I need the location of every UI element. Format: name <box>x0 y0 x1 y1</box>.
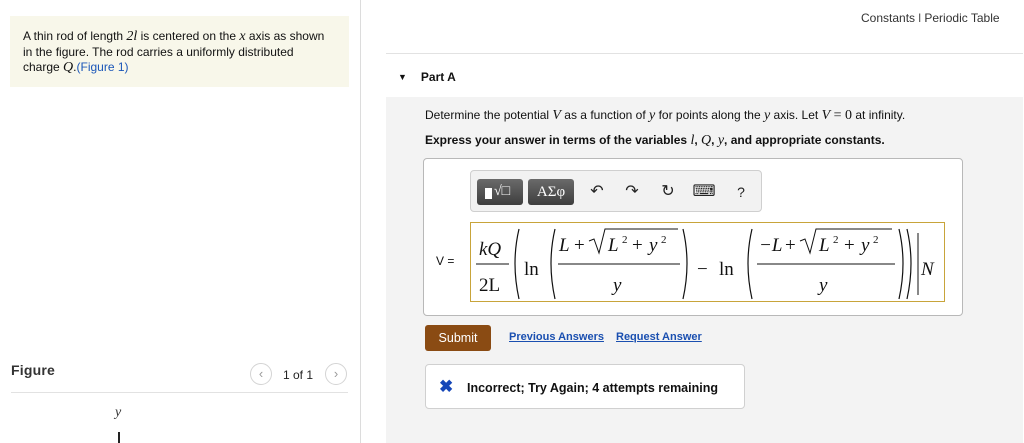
frac-numerator: kQ <box>479 239 502 260</box>
greek-symbols-button[interactable]: AΣφ <box>528 179 574 205</box>
instruction-text <box>425 133 885 149</box>
q-math-V: V <box>821 108 831 123</box>
figure-label: Figure <box>11 362 55 378</box>
undo-icon[interactable]: ↶ <box>590 183 604 200</box>
exp-2: 2 <box>833 234 839 246</box>
plus-sign: + <box>632 235 643 256</box>
q-math-eq: = 0 <box>830 108 853 123</box>
instr-math-l: l <box>690 133 695 148</box>
minus-sign: − <box>697 259 708 280</box>
frac-denominator: 2L <box>479 275 501 296</box>
left-paren <box>515 229 519 299</box>
sqrt-L: L <box>608 235 619 256</box>
left-paren <box>551 229 555 299</box>
right-paren <box>683 229 687 299</box>
reset-icon[interactable]: ↻ <box>661 183 675 200</box>
answer-input[interactable] <box>470 222 945 302</box>
problem-statement <box>10 16 349 87</box>
plus-sign: + <box>574 235 585 256</box>
header-links <box>861 11 1000 25</box>
math-Q: Q <box>63 60 74 75</box>
exp-2: 2 <box>661 234 667 246</box>
chevron-left-icon[interactable]: ‹ <box>250 363 272 385</box>
plus-sign: + <box>785 235 796 256</box>
q-text: axis. Let <box>770 108 822 122</box>
keyboard-icon[interactable]: ⌨ <box>692 183 716 200</box>
feedback-box <box>425 364 745 409</box>
instr-text: , and appropriate constants. <box>724 133 885 147</box>
problem-text-1: A thin rod of length <box>23 29 127 43</box>
incorrect-icon: ✖ <box>439 377 454 396</box>
q-text: at infinity. <box>852 108 906 122</box>
formula-render <box>471 223 946 303</box>
periodic-table-link[interactable]: Periodic Table <box>924 11 1000 25</box>
den-y: y <box>613 275 622 296</box>
chevron-right-icon[interactable]: › <box>325 363 347 385</box>
instr-text: , <box>711 133 718 147</box>
exp-2: 2 <box>873 234 879 246</box>
math-2l: 2l <box>126 29 138 44</box>
q-math-y: y <box>649 108 656 123</box>
right-paren <box>899 229 903 299</box>
link-separator: I <box>918 11 922 25</box>
figure-y-axis <box>118 432 120 443</box>
answer-label: V = <box>436 254 455 268</box>
unit-N: N <box>921 259 934 280</box>
ln-1: ln <box>524 259 539 280</box>
plus-sign: + <box>844 235 855 256</box>
problem-text-4: in the figure. The rod carries a uniformly distributed <box>23 44 294 59</box>
problem-text-3: axis as shown <box>245 29 325 43</box>
sqrt-y: y <box>649 235 658 256</box>
part-title: Part A <box>420 70 456 84</box>
request-answer-link[interactable]: Request Answer <box>616 331 702 343</box>
divider <box>386 53 1023 54</box>
sqrt-y: y <box>861 235 870 256</box>
instr-math-Q: Q <box>701 133 712 148</box>
pager-text: 1 of 1 <box>283 368 314 382</box>
caret-down-icon: ▼ <box>398 72 407 82</box>
templates-button[interactable] <box>477 179 523 205</box>
instr-text: , <box>694 133 702 147</box>
q-text: for points along the <box>655 108 764 122</box>
den-y: y <box>819 275 828 296</box>
column-divider <box>360 0 361 443</box>
divider <box>11 392 348 393</box>
num1-L: L <box>559 235 570 256</box>
exp-2: 2 <box>622 234 628 246</box>
problem-text-2: is centered on the <box>137 29 240 43</box>
help-icon[interactable]: ? <box>737 184 745 200</box>
left-paren <box>748 229 752 299</box>
figure-axis-label: y <box>115 405 122 420</box>
math-x: x <box>239 29 246 44</box>
q-text: as a function of <box>560 108 650 122</box>
q-text: Determine the potential <box>425 108 553 122</box>
question-text <box>425 108 905 124</box>
right-paren <box>907 229 911 299</box>
sqrt-template-icon: √□ <box>494 184 511 199</box>
problem-text-6: . <box>73 60 77 74</box>
previous-answers-link[interactable]: Previous Answers <box>509 331 604 343</box>
template-box-icon <box>485 188 492 199</box>
num2-L: −L <box>759 235 783 256</box>
redo-icon[interactable]: ↷ <box>625 183 639 200</box>
feedback-message: Incorrect; Try Again; 4 attempts remaining <box>467 381 718 395</box>
instr-text: Express your answer in terms of the variables <box>425 133 691 147</box>
submit-button[interactable]: Submit <box>425 325 491 351</box>
instr-math-y: y <box>717 133 725 148</box>
figure-link[interactable]: (Figure 1) <box>76 60 129 74</box>
part-a-header[interactable] <box>398 70 456 84</box>
q-math-V: V <box>552 108 561 123</box>
sqrt-L: L <box>819 235 830 256</box>
q-math-y: y <box>764 108 771 123</box>
ln-2: ln <box>719 259 734 280</box>
math-toolbar <box>470 170 762 212</box>
problem-text-5: charge <box>23 60 64 74</box>
constants-link[interactable]: Constants <box>861 11 916 25</box>
